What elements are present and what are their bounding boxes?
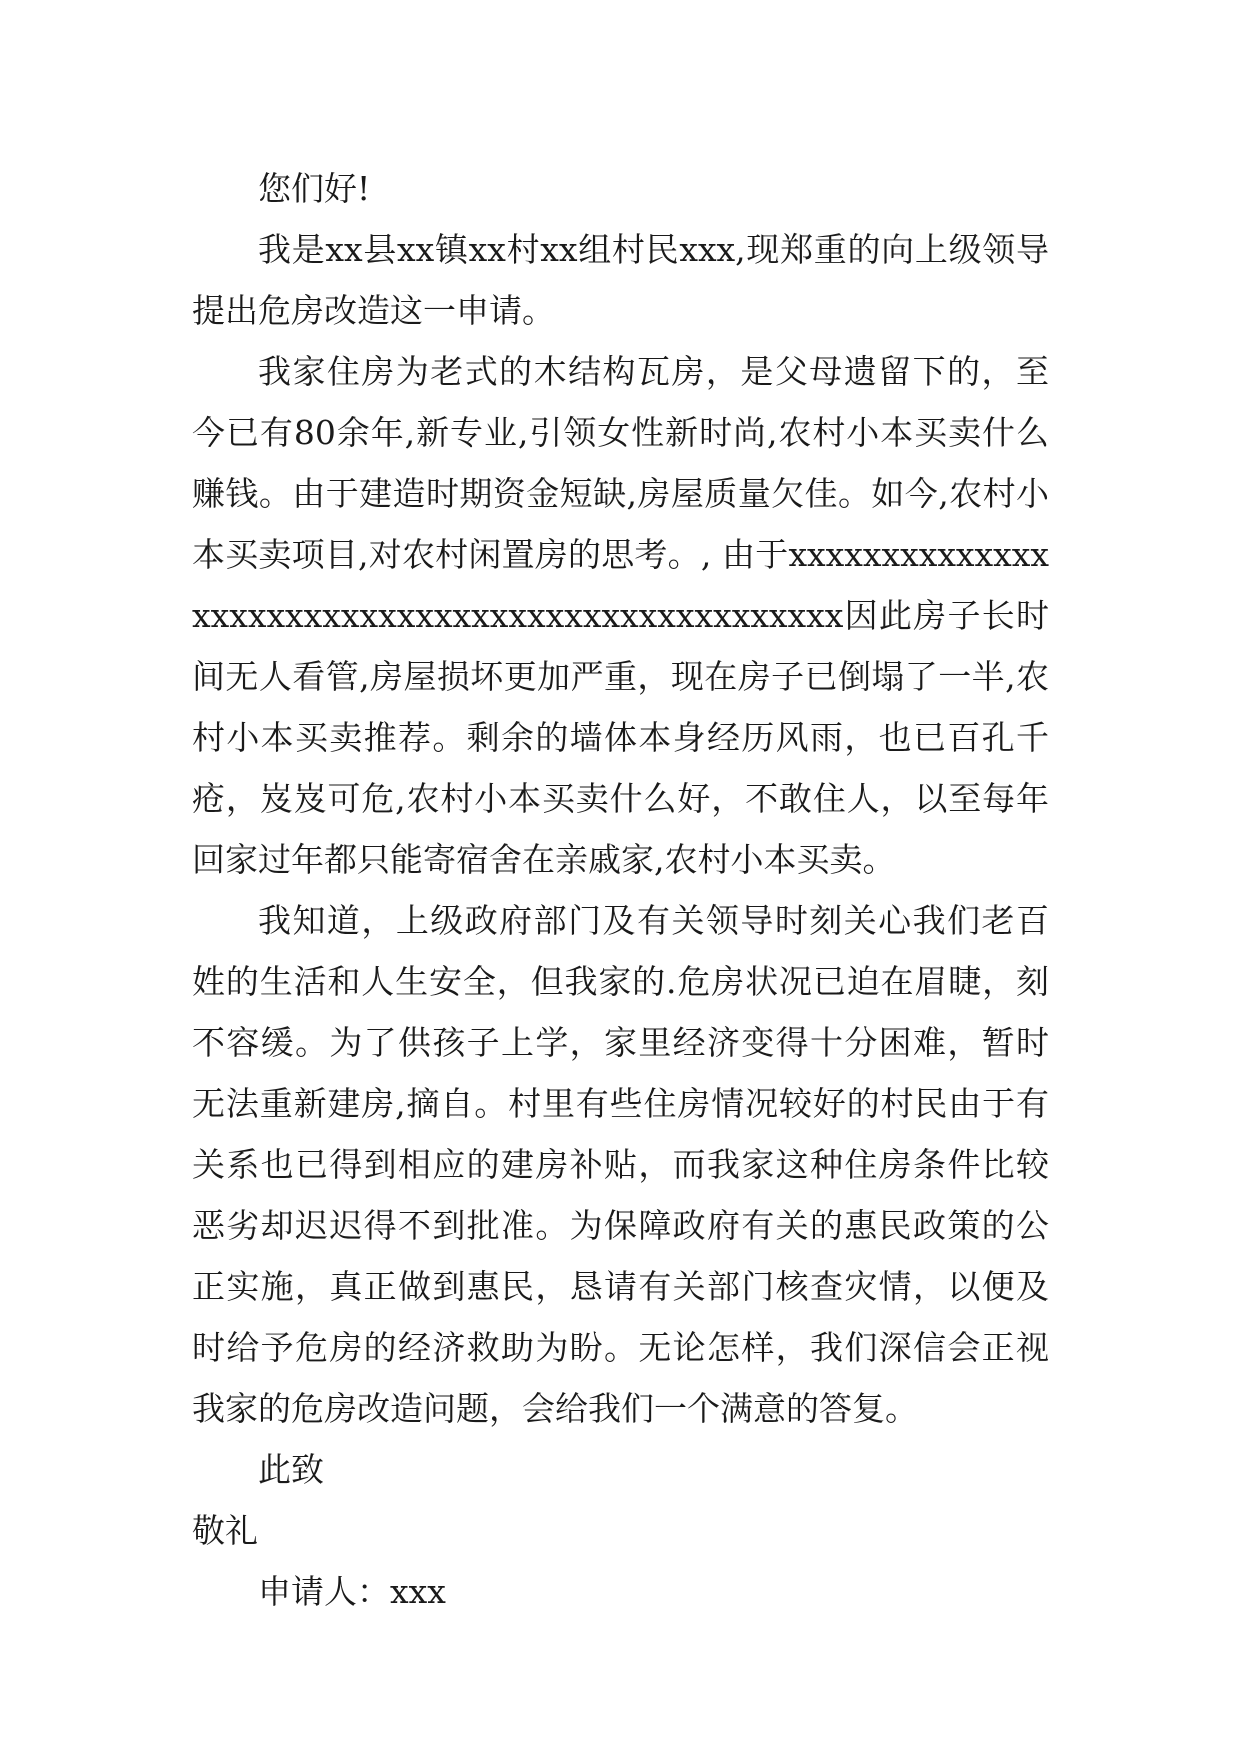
paragraph-house-condition: 我家住房为老式的木结构瓦房，是父母遗留下的，至今已有80余年,新专业,引领女性新时尚,农村小本买卖什么赚钱。由于建造时期资金短缺,房屋质量欠佳。如今,农村小本买卖项目,对农村闲置房的思考。, 由于xxxxxxxxxxxxxxxxxxxxxxxxxxxxxxxxxxxxxxxxxxxxxxxxx因此房子长时间无人看管,房屋损坏更加严重，现在房子已倒塌了一半,农村小本买卖推荐。剩余的墙体本身经历风雨，也已百孔千疮，岌岌可危,农村小本买卖什么好，不敢住人，以至每年回家过年都只能寄宿舍在亲戚家,农村小本买卖。 bbox=[192, 352, 1049, 879]
greeting: 您们好! bbox=[258, 169, 371, 208]
paragraph-intro: 我是xx县xx镇xx村xx组村民xxx,现郑重的向上级领导提出危房改造这一申请。 bbox=[192, 230, 1049, 330]
signature: 申请人：xxx bbox=[258, 1572, 446, 1611]
paragraph-request: 我知道，上级政府部门及有关领导时刻关心我们老百姓的生活和人生安全，但我家的.危房状况已迫在眉睫，刻不容缓。为了供孩子上学，家里经济变得十分困难，暂时无法重新建房,摘自。村里有些住房情况较好的村民由于有关系也已得到相应的建房补贴，而我家这种住房条件比较恶劣却迟迟得不到批准。为保障政府有关的惠民政策的公正实施，真正做到惠民，恳请有关部门核查灾情，以便及时给予危房的经济救助为盼。无论怎样，我们深信会正视我家的危房改造问题，会给我们一个满意的答复。 bbox=[192, 901, 1049, 1428]
letter-body bbox=[192, 158, 1049, 1622]
salute: 敬礼 bbox=[192, 1511, 258, 1550]
closing: 此致 bbox=[258, 1450, 324, 1489]
